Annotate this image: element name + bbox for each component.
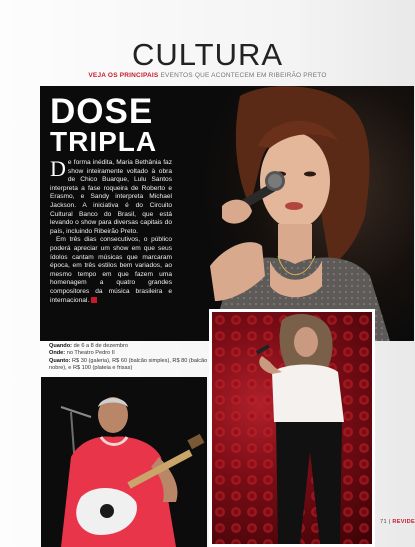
footer-separator: | <box>388 519 391 525</box>
event-info <box>49 343 209 373</box>
drop-cap: D <box>50 156 66 181</box>
article-body <box>50 156 172 305</box>
headline-line-2: TRIPLA <box>50 126 158 157</box>
kicker-rest: EVENTOS QUE ACONTECEM EM RIBEIRÃO PRETO <box>160 72 327 79</box>
info-when: Quando: de 6 a 8 de dezembro <box>49 343 128 349</box>
photo-maria-bethania <box>209 309 375 547</box>
end-mark-icon <box>91 297 97 303</box>
article-paragraph-1 <box>50 156 172 236</box>
paragraph-2-text: Em três dias consecutivos, o público poderá apreciar um show em que seus ídolos cantam músicas que marcaram época, em três estilos bem variados, ao mesmo tempo em que fazem uma homenagem a quatro grandes compositores da música brasileira e internacional. <box>50 236 172 304</box>
article-paragraph-2 <box>50 236 172 305</box>
singer-illustration <box>170 86 414 341</box>
section-title: CULTURA <box>131 37 284 72</box>
page-footer <box>380 519 415 525</box>
paragraph-1-text: e forma inédita, Maria Bethânia faz show inteiramente voltado à obra de Chico Buarque, Lulu Santos interpreta a fase roqueira de Roberto e Erasmo, e Sandy interpreta Michael Jackson. A iniciativa é do Circuito Cultural Banco do Brasil, que está levando o show para diversas capitais do país, incluindo Ribeirão Preto. <box>50 159 172 235</box>
brand-name: REVIDE <box>392 519 415 525</box>
page-number: 71 <box>380 519 387 525</box>
kicker-highlight: VEJA OS PRINCIPAIS <box>88 72 159 79</box>
info-where: Onde: no Theatro Pedro II <box>49 350 115 357</box>
guitarist-illustration <box>41 377 207 547</box>
headline <box>50 92 158 157</box>
section-kicker <box>0 72 415 79</box>
info-price: Quanto: R$ 30 (galeria), R$ 60 (balcão simples), R$ 80 (balcão nobre), e R$ 100 (plateia e frisas) <box>49 357 208 372</box>
headline-line-1: DOSE <box>50 92 154 131</box>
photo-lulu-santos <box>41 377 207 547</box>
singer-on-stage-illustration <box>212 312 372 544</box>
